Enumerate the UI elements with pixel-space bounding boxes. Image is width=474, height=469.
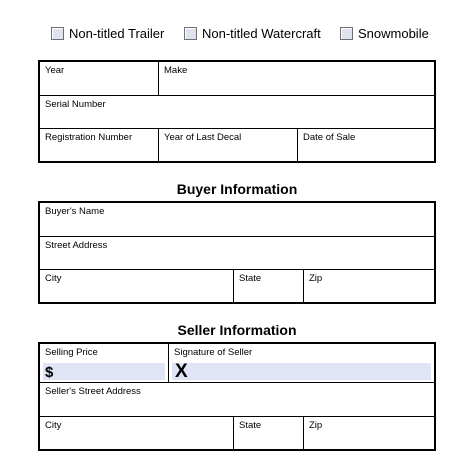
seller-signature-field[interactable] — [169, 344, 434, 382]
non-titled-watercraft-checkbox[interactable] — [184, 27, 197, 40]
date-of-sale-field[interactable] — [298, 129, 434, 161]
registration-number-field[interactable] — [40, 129, 159, 161]
vehicle-row-2 — [40, 96, 434, 129]
seller-state-field[interactable] — [234, 417, 304, 449]
buyer-city-label: City — [45, 273, 62, 284]
snowmobile-label: Snowmobile — [358, 26, 429, 41]
serial-number-field[interactable] — [40, 96, 434, 128]
buyer-row-3 — [40, 270, 434, 302]
year-field[interactable] — [40, 62, 159, 95]
option-snowmobile[interactable] — [340, 26, 429, 41]
currency-symbol: $ — [45, 364, 54, 381]
buyer-city-field[interactable] — [40, 270, 234, 302]
make-label: Make — [164, 65, 188, 76]
option-non-titled-trailer[interactable] — [51, 26, 164, 41]
seller-row-3 — [40, 417, 434, 449]
buyer-street-address-field[interactable] — [40, 237, 434, 269]
buyer-state-label: State — [239, 273, 262, 284]
buyers-name-field[interactable] — [40, 203, 434, 236]
seller-signature-input[interactable] — [172, 363, 431, 380]
seller-info-section — [38, 342, 436, 451]
seller-state-label: State — [239, 420, 262, 431]
selling-price-label: Selling Price — [45, 347, 98, 358]
vehicle-row-3 — [40, 129, 434, 161]
year-label: Year — [45, 65, 65, 76]
registration-number-label: Registration Number — [45, 132, 133, 143]
option-non-titled-watercraft[interactable] — [184, 26, 321, 41]
buyer-state-field[interactable] — [234, 270, 304, 302]
signature-mark: X — [175, 361, 188, 382]
seller-zip-label: Zip — [309, 420, 323, 431]
vehicle-info-section — [38, 60, 436, 163]
selling-price-field[interactable] — [40, 344, 169, 382]
buyer-row-1 — [40, 203, 434, 237]
seller-information-heading: Seller Information — [177, 322, 297, 338]
seller-row-2 — [40, 383, 434, 417]
serial-number-label: Serial Number — [45, 99, 106, 110]
selling-price-input[interactable] — [43, 363, 165, 380]
vehicle-type-options — [0, 26, 474, 48]
seller-city-label: City — [45, 420, 62, 431]
seller-row-1 — [40, 344, 434, 383]
date-of-sale-label: Date of Sale — [303, 132, 356, 143]
buyer-row-2 — [40, 237, 434, 270]
seller-city-field[interactable] — [40, 417, 234, 449]
make-field[interactable] — [159, 62, 434, 95]
snowmobile-checkbox[interactable] — [340, 27, 353, 40]
seller-signature-label: Signature of Seller — [174, 347, 253, 358]
non-titled-trailer-label: Non-titled Trailer — [69, 26, 165, 41]
buyer-street-address-label: Street Address — [45, 240, 108, 251]
vehicle-row-1 — [40, 62, 434, 96]
seller-street-address-field[interactable] — [40, 383, 434, 416]
year-of-last-decal-label: Year of Last Decal — [164, 132, 242, 143]
year-of-last-decal-field[interactable] — [159, 129, 298, 161]
buyer-zip-field[interactable] — [304, 270, 434, 302]
buyer-zip-label: Zip — [309, 273, 323, 284]
non-titled-trailer-checkbox[interactable] — [51, 27, 64, 40]
buyer-info-section — [38, 201, 436, 304]
seller-street-address-label: Seller's Street Address — [45, 386, 141, 397]
non-titled-watercraft-label: Non-titled Watercraft — [202, 26, 321, 41]
buyer-information-heading: Buyer Information — [176, 181, 298, 197]
seller-zip-field[interactable] — [304, 417, 434, 449]
buyers-name-label: Buyer's Name — [45, 206, 105, 217]
